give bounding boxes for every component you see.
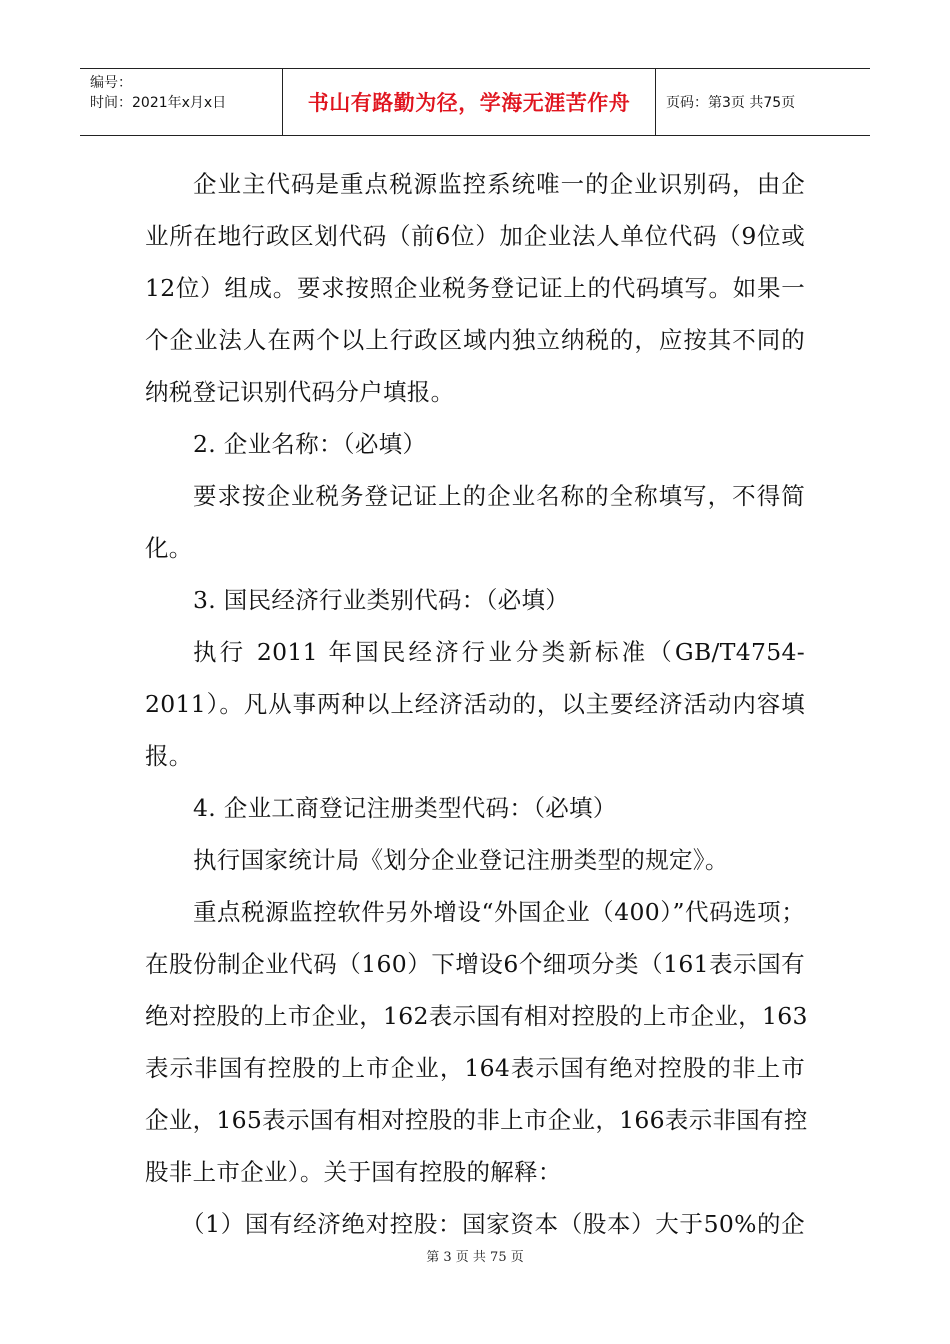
footer-page-number: 第 3 页 共 75 页 xyxy=(426,1250,524,1265)
page-header xyxy=(80,68,870,136)
text-line: 纳税登记识别代码分户填报。 xyxy=(145,378,455,406)
header-motto-cell xyxy=(283,69,656,135)
text-line: 执行 2011 年国民经济行业分类新标准（GB/T4754- xyxy=(193,638,805,666)
text-line: 要求按企业税务登记证上的企业名称的全称填写，不得简 xyxy=(193,482,805,510)
page-footer xyxy=(0,1246,950,1265)
page-info-text: 页码：第3页 共75页 xyxy=(666,95,796,111)
text-line: 股非上市企业）。关于国有控股的解释： xyxy=(145,1158,562,1186)
text-line: 重点税源监控软件另外增设“外国企业（400）”代码选项； xyxy=(193,898,805,926)
text-line: 化。 xyxy=(145,534,193,562)
number-label: 编号： xyxy=(90,75,132,91)
text-line: 执行国家统计局《划分企业登记注册类型的规定》。 xyxy=(193,846,729,874)
text-line: 3. 国民经济行业类别代码：（必填） xyxy=(193,586,570,614)
text-line: 4. 企业工商登记注册类型代码：（必填） xyxy=(193,794,617,822)
text-line: 企业，165表示国有相对控股的非上市企业，166表示非国有控 xyxy=(145,1106,808,1134)
text-line: 绝对控股的上市企业，162表示国有相对控股的上市企业，163 xyxy=(145,1002,808,1030)
text-line: 个企业法人在两个以上行政区域内独立纳税的，应按其不同的 xyxy=(145,326,805,354)
document-body xyxy=(145,158,808,1250)
text-line: 企业主代码是重点税源监控系统唯一的企业识别码，由企 xyxy=(193,170,805,198)
text-line: 业所在地行政区划代码（前6位）加企业法人单位代码（9位或 xyxy=(145,222,805,250)
text-line: （1）国有经济绝对控股：国家资本（股本）大于50%的企 xyxy=(181,1210,805,1238)
header-page-info xyxy=(656,69,870,135)
header-meta xyxy=(80,69,283,135)
text-line: 报。 xyxy=(145,742,193,770)
text-line: 2011）。凡从事两种以上经济活动的，以主要经济活动内容填 xyxy=(145,690,805,718)
text-line: 在股份制企业代码（160）下增设6个细项分类（161表示国有 xyxy=(145,950,805,978)
time-label: 时间：2021年x月x日 xyxy=(90,95,227,111)
text-line: 表示非国有控股的上市企业，164表示国有绝对控股的非上市 xyxy=(145,1054,805,1082)
text-line: 12位）组成。要求按照企业税务登记证上的代码填写。如果一 xyxy=(145,274,805,302)
motto-text: 书山有路勤为径，学海无涯苦作舟 xyxy=(307,91,631,115)
text-line: 2. 企业名称：（必填） xyxy=(193,430,427,458)
